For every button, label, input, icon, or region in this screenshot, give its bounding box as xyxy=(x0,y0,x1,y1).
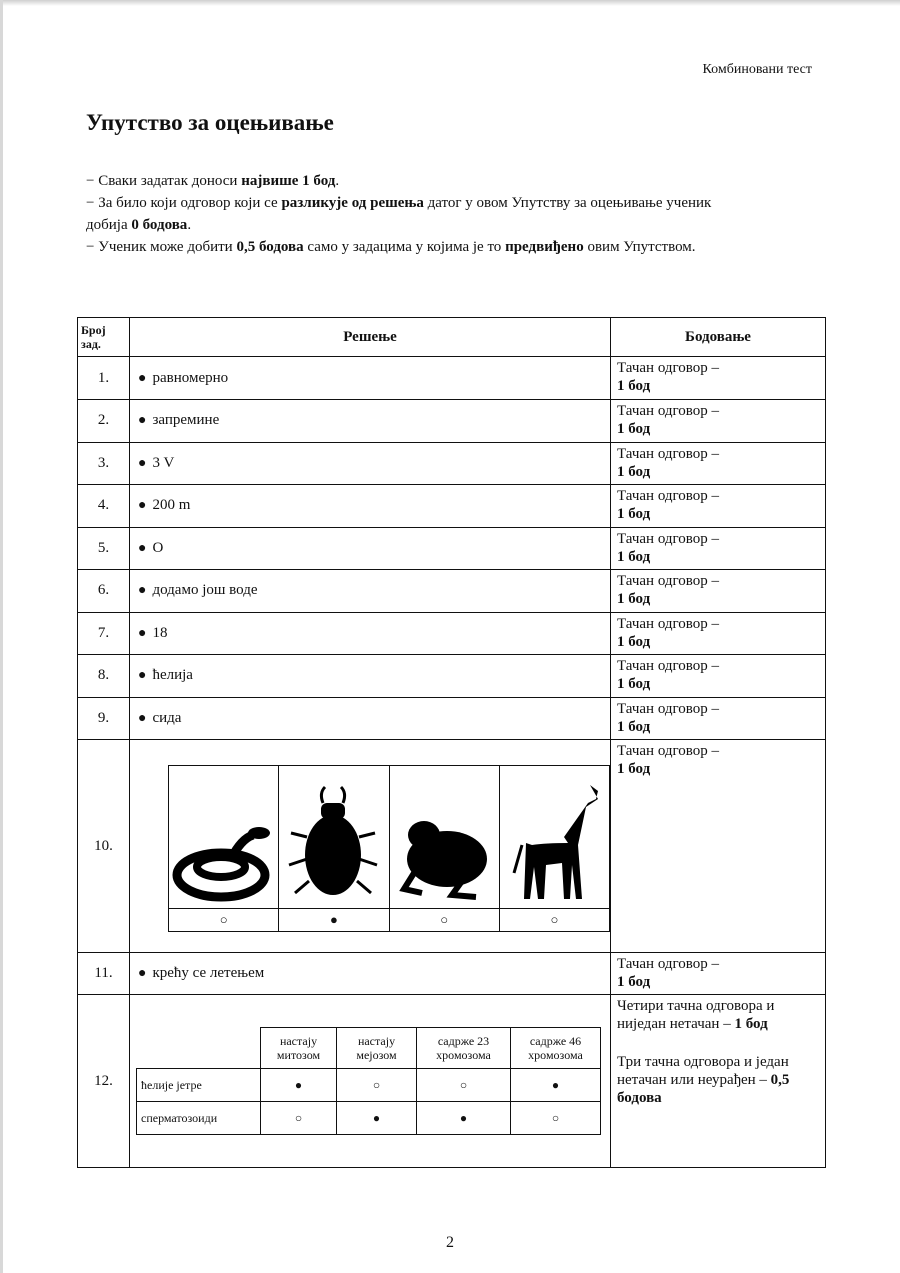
task-number: 11. xyxy=(78,953,130,995)
table-row xyxy=(78,612,826,655)
task-number: 5. xyxy=(78,527,130,570)
task-number: 6. xyxy=(78,570,130,613)
answer-text: 18 xyxy=(152,624,168,641)
answer-text: 3 V xyxy=(152,454,175,471)
answer-text: O xyxy=(152,539,164,556)
animal-choice-table xyxy=(168,765,610,932)
answer-cell: ● 200 m xyxy=(130,485,611,528)
animal-image xyxy=(279,765,389,908)
task-number: 7. xyxy=(78,612,130,655)
points-cell: Тачан одговор – 1 бод xyxy=(611,697,826,740)
cell-mark: ○ xyxy=(337,1069,417,1102)
table-row xyxy=(78,400,826,443)
points-cell: Тачан одговор – 1 бод xyxy=(611,953,826,995)
column-header: садрже 23 хромозома xyxy=(417,1028,511,1069)
points-cell: Тачан одговор – 1 бод xyxy=(611,655,826,698)
answer-cell: ● запремине xyxy=(130,400,611,443)
answer-text: ћелија xyxy=(152,667,193,684)
animal-image xyxy=(389,765,499,908)
points-cell: Тачан одговор – 1 бод xyxy=(611,357,826,400)
points-cell: Тачан одговор – 1 бод xyxy=(611,740,826,953)
table-row xyxy=(78,697,826,740)
answer-cell: ● O xyxy=(130,527,611,570)
table-row xyxy=(78,570,826,613)
answer-text: додамо још воде xyxy=(152,582,258,599)
answer-cell: ● сида xyxy=(130,697,611,740)
answer-cell: ● ћелија xyxy=(130,655,611,698)
task-number: 9. xyxy=(78,697,130,740)
answer-cell: ● крећу се летењем xyxy=(130,953,611,995)
page-top-shadow xyxy=(0,0,900,6)
cell-mark: ● xyxy=(337,1102,417,1135)
cell-mark: ● xyxy=(261,1069,337,1102)
points-cell: Тачан одговор – 1 бод xyxy=(611,485,826,528)
instruction-2: − За било који одговор који се разликује од решења датог у овом Упутству за оцењивање ученик добија 0 бодова. xyxy=(86,195,712,233)
table-row-12 xyxy=(78,995,826,1168)
option-mark: ○ xyxy=(169,908,279,931)
task-number: 1. xyxy=(78,357,130,400)
cell-mark: ● xyxy=(511,1069,601,1102)
table-row xyxy=(78,655,826,698)
animal-answer-cell xyxy=(130,740,611,953)
column-header: садрже 46 хромозома xyxy=(511,1028,601,1069)
answer-text: сида xyxy=(152,709,182,726)
giraffe-icon xyxy=(502,773,607,903)
table-row-10 xyxy=(78,740,826,953)
answer-cell: ● 3 V xyxy=(130,442,611,485)
table-row xyxy=(78,485,826,528)
column-header: настају митозом xyxy=(261,1028,337,1069)
answer-text: запремине xyxy=(152,412,220,429)
snake-icon xyxy=(171,783,276,903)
row-label: ћелије јетре xyxy=(137,1069,261,1102)
points-cell: Тачан одговор – 1 бод xyxy=(611,527,826,570)
option-mark: ● xyxy=(279,908,389,931)
instruction-3: − Ученик може добити 0,5 бодова само у задацима у којима је то предвиђено овим Упутством. xyxy=(86,239,696,255)
option-mark: ○ xyxy=(499,908,609,931)
table-row xyxy=(78,442,826,485)
task-number: 2. xyxy=(78,400,130,443)
answer-cell: ● 18 xyxy=(130,612,611,655)
running-head: Комбиновани тест xyxy=(702,62,812,77)
answer-cell: ● равномерно xyxy=(130,357,611,400)
points-cell: Тачан одговор – 1 бод xyxy=(611,442,826,485)
points-cell: Тачан одговор – 1 бод xyxy=(611,612,826,655)
row-label: сперматозоиди xyxy=(137,1102,261,1135)
page-title: Упутство за оцењивање xyxy=(86,110,334,135)
header-task-number: Број зад. xyxy=(78,318,130,357)
header-points: Бодовање xyxy=(611,318,826,357)
cell-mark: ○ xyxy=(417,1069,511,1102)
instructions xyxy=(86,170,746,258)
table-row-11 xyxy=(78,953,826,995)
page-left-edge xyxy=(0,0,3,1273)
cells-answer-cell xyxy=(130,995,611,1168)
task-number: 3. xyxy=(78,442,130,485)
scoring-table xyxy=(77,317,826,1168)
answer-text: 200 m xyxy=(152,497,191,514)
task-number: 10. xyxy=(78,740,130,953)
table-header-row xyxy=(78,318,826,357)
cell-mark: ● xyxy=(417,1102,511,1135)
cell-mark: ○ xyxy=(261,1102,337,1135)
table-row xyxy=(78,357,826,400)
task-number: 12. xyxy=(78,995,130,1168)
answer-cell: ● додамо још воде xyxy=(130,570,611,613)
points-cell: Четири тачна одговора и ниједан нетачан – 1 бод Три тачна одговора и један нетачан или неурађен – 0,5 бодова xyxy=(611,995,826,1168)
frog-icon xyxy=(392,793,497,903)
table-row xyxy=(78,527,826,570)
column-header: настају мејозом xyxy=(337,1028,417,1069)
points-cell: Тачан одговор – 1 бод xyxy=(611,400,826,443)
points-cell: Тачан одговор – 1 бод xyxy=(611,570,826,613)
animal-image xyxy=(169,765,279,908)
page-number: 2 xyxy=(446,1234,454,1251)
cell-type-table xyxy=(136,1027,601,1135)
header-solution: Решење xyxy=(130,318,611,357)
cell-mark: ○ xyxy=(511,1102,601,1135)
task-number: 8. xyxy=(78,655,130,698)
beetle-icon xyxy=(281,773,386,903)
answer-text: равномерно xyxy=(152,369,229,386)
task-number: 4. xyxy=(78,485,130,528)
option-mark: ○ xyxy=(389,908,499,931)
instruction-1: − Сваки задатак доноси највише 1 бод. xyxy=(86,173,340,189)
animal-image xyxy=(499,765,609,908)
